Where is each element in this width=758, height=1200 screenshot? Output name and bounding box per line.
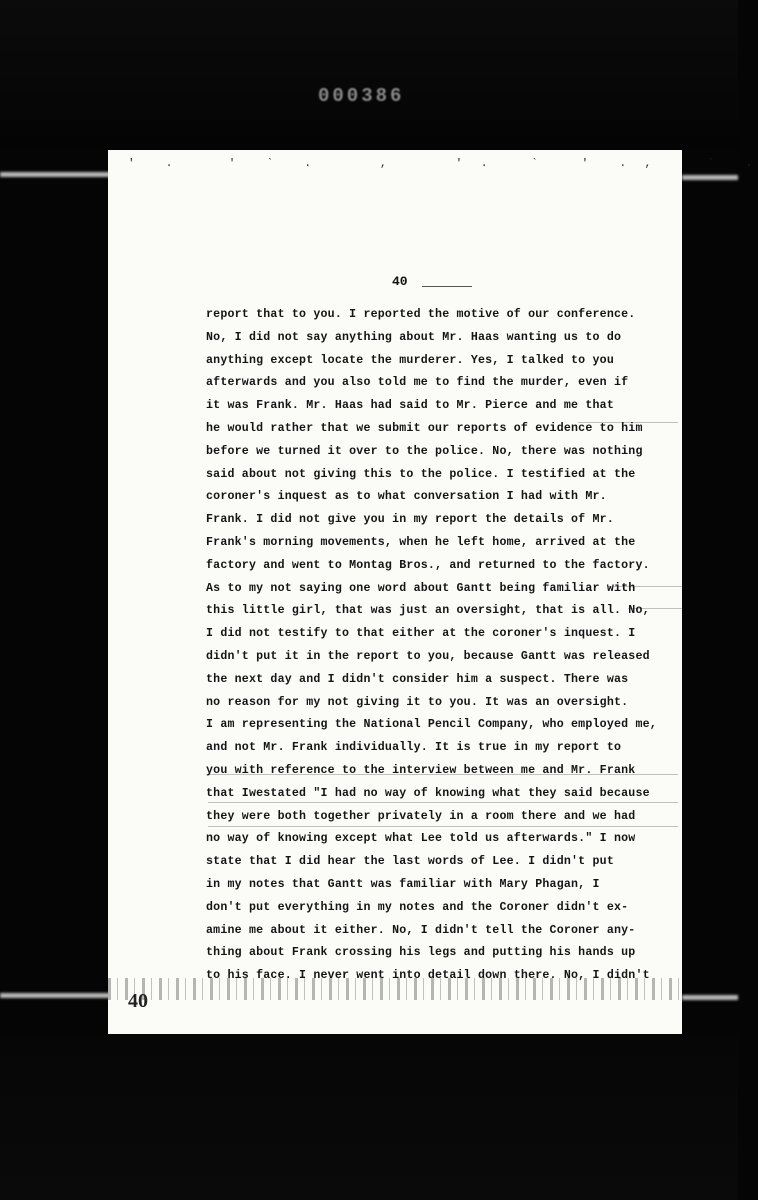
document-page: [108, 150, 758, 1034]
text-line: no reason for my not giving it to you. It was an oversight.: [206, 695, 629, 709]
scan-noise-band: [108, 978, 682, 1000]
text-line: said about not giving this to the police. I testified at the: [206, 467, 636, 481]
text-line: they were both together privately in a room there and we had: [206, 809, 636, 823]
text-line: Frank's morning movements, when he left home, arrived at the: [206, 535, 636, 549]
text-line: I am representing the National Pencil Company, who employed me,: [206, 718, 657, 732]
text-line: factory and went to Montag Bros., and returned to the factory.: [206, 558, 650, 572]
text-line: to his face. I never went into detail down there. No, I didn't: [206, 969, 650, 983]
text-line: coroner's inquest as to what conversation I had with Mr.: [206, 490, 607, 504]
microfilm-frame-number: 000386: [318, 85, 405, 107]
text-line: No, I did not say anything about Mr. Haas wanting us to do: [206, 330, 622, 344]
text-line: he would rather that we submit our reports of evidence to him: [206, 421, 643, 435]
text-line: the next day and I didn't consider him a suspect. There was: [206, 672, 629, 686]
transcript-text: [206, 304, 672, 988]
text-line: I did not testify to that either at the coroner's inquest. I: [206, 627, 636, 641]
film-edge-streak: [682, 175, 738, 180]
text-line: you with reference to the interview between me and Mr. Frank: [206, 763, 636, 777]
text-line: thing about Frank crossing his legs and putting his hands up: [206, 946, 636, 960]
text-line: As to my not saying one word about Gantt being familiar with: [206, 581, 636, 595]
text-line: and not Mr. Frank individually. It is true in my report to: [206, 741, 622, 755]
text-line: Frank. I did not give you in my report the details of Mr.: [206, 513, 614, 527]
handwritten-page-number: 40: [128, 990, 148, 1012]
film-edge-streak: [0, 993, 112, 998]
text-line: no way of knowing except what Lee told us afterwards." I now: [206, 832, 636, 846]
text-line: before we turned it over to the police. No, there was nothing: [206, 444, 643, 458]
text-line: don't put everything in my notes and the Coroner didn't ex-: [206, 900, 629, 914]
film-edge-streak: [682, 995, 738, 1000]
text-line: state that I did hear the last words of Lee. I didn't put: [206, 855, 614, 869]
film-strip-top: [0, 0, 738, 150]
text-line: didn't put it in the report to you, because Gantt was released: [206, 649, 650, 663]
page-number: 40: [392, 274, 408, 289]
page-number-rule: [422, 286, 472, 287]
page-header-marks: ' . ' ` . , ' . ` ' . , ´ .: [128, 158, 758, 170]
text-line: in my notes that Gantt was familiar with Mary Phagan, I: [206, 877, 600, 891]
film-strip-bottom: [0, 1034, 738, 1200]
text-line: amine me about it either. No, I didn't tell the Coroner any-: [206, 923, 636, 937]
text-line: anything except locate the murderer. Yes, I talked to you: [206, 353, 614, 367]
text-line: report that to you. I reported the motive of our conference.: [206, 308, 636, 321]
text-line: it was Frank. Mr. Haas had said to Mr. Pierce and me that: [206, 399, 614, 413]
film-edge-streak: [0, 172, 110, 177]
text-line: that Iwestated "I had no way of knowing what they said because: [206, 786, 650, 800]
text-line: this little girl, that was just an oversight, that is all. No,: [206, 604, 650, 618]
text-line: afterwards and you also told me to find the murder, even if: [206, 376, 629, 390]
